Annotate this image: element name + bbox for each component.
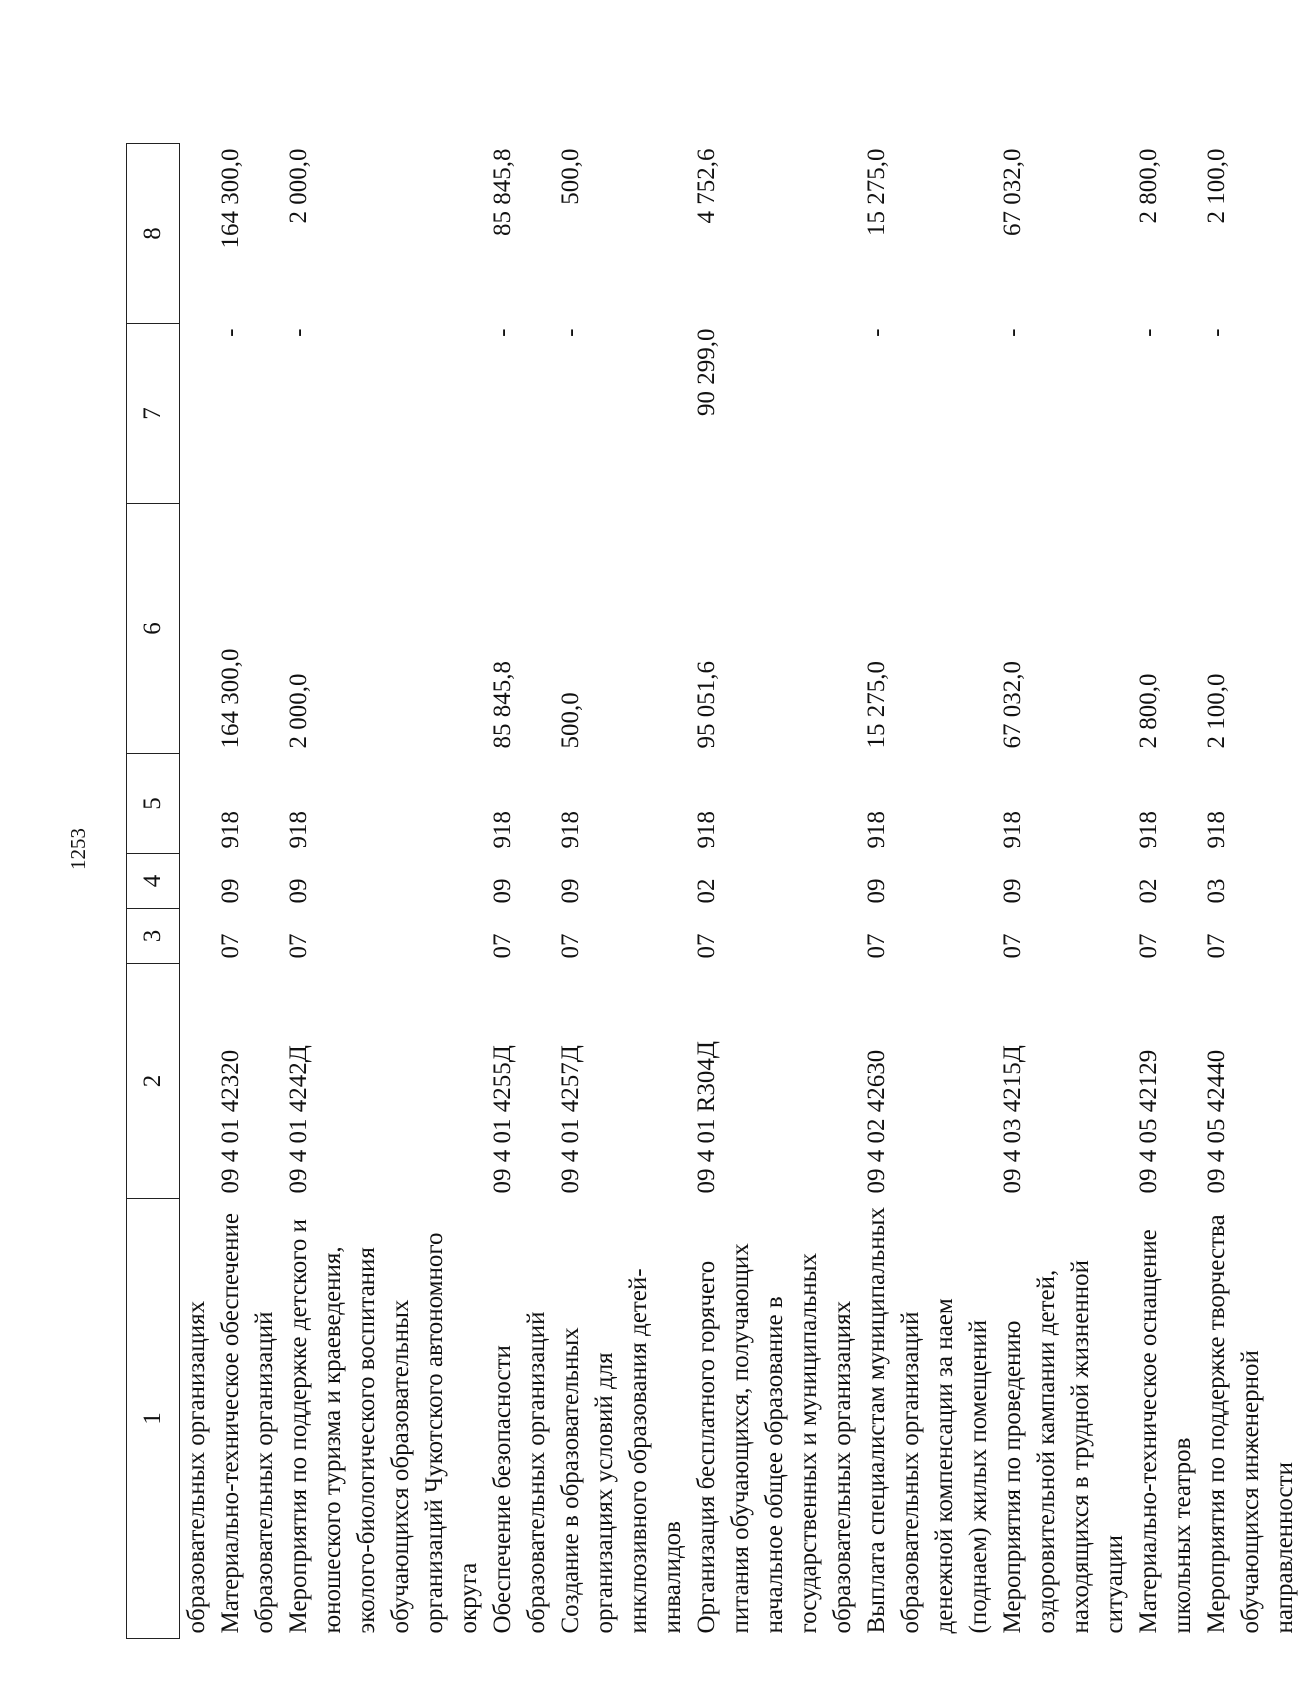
- row-regional: 164 300,0: [217, 148, 244, 249]
- row-regional: 4 752,6: [693, 148, 720, 224]
- table-row: [1200, 144, 1302, 1639]
- row-name: Выплата специалистам муниципальных образовательных организаций денежной компенсации за наем (поднаем) жилых помещений: [863, 1207, 992, 1634]
- row-federal: -: [285, 328, 312, 337]
- row-code: 09 4 05 42440: [1203, 1049, 1230, 1194]
- row-administrator: 918: [489, 811, 516, 849]
- row-subsection: [180, 854, 215, 909]
- row-federal: [180, 324, 215, 504]
- row-total: 95 051,6: [693, 661, 720, 749]
- page-number: 1253: [66, 828, 90, 870]
- row-section: [180, 909, 215, 964]
- row-subsection: 02: [693, 878, 720, 904]
- row-total: 15 275,0: [863, 661, 890, 749]
- column-header: 3: [127, 909, 180, 964]
- row-subsection: 09: [489, 878, 516, 904]
- row-federal: 90 299,0: [693, 328, 720, 416]
- row-federal: -: [557, 328, 584, 337]
- table-row: [1132, 144, 1200, 1639]
- row-federal: -: [863, 328, 890, 337]
- row-subsection: 09: [285, 878, 312, 904]
- row-name: образовательных организациях: [183, 1300, 210, 1634]
- row-code: 09 4 02 42630: [863, 1049, 890, 1194]
- row-federal: -: [1203, 328, 1230, 337]
- row-code: 09 4 03 4215Д: [999, 1045, 1026, 1194]
- row-administrator: 918: [557, 811, 584, 849]
- row-regional: 2 000,0: [285, 148, 312, 224]
- row-code: 09 4 01 4242Д: [285, 1045, 312, 1194]
- row-regional: 85 845,8: [489, 148, 516, 236]
- row-administrator: 918: [217, 811, 244, 849]
- row-name: Материально-техническое оснащение школьных театров: [1135, 1229, 1196, 1634]
- row-administrator: 918: [693, 811, 720, 849]
- row-regional: 2 100,0: [1203, 148, 1230, 224]
- row-code: 09 4 01 4257Д: [557, 1045, 584, 1194]
- table-row: [214, 144, 282, 1639]
- row-subsection: 09: [217, 878, 244, 904]
- row-subsection: 09: [557, 878, 584, 904]
- row-administrator: 918: [863, 811, 890, 849]
- row-total: 500,0: [557, 692, 584, 749]
- row-name: Создание в образовательных организациях условий для инклюзивного образования детей-инвалидов: [557, 1268, 686, 1634]
- row-administrator: 918: [1135, 811, 1162, 849]
- table-row: [554, 144, 690, 1639]
- table-row: [282, 144, 486, 1639]
- row-code: [180, 964, 215, 1199]
- row-subsection: 02: [1135, 878, 1162, 904]
- row-subsection: 09: [863, 878, 890, 904]
- row-federal: -: [1135, 328, 1162, 337]
- row-name: Обеспечение безопасности образовательных организаций: [489, 1311, 550, 1634]
- row-total: 85 845,8: [489, 661, 516, 749]
- row-regional: 2 800,0: [1135, 148, 1162, 224]
- table-row: [180, 144, 215, 1639]
- row-total: 67 032,0: [999, 661, 1026, 749]
- column-header: 4: [127, 854, 180, 909]
- row-section: 07: [489, 933, 516, 959]
- table-body: [180, 144, 1302, 1639]
- row-total: 2 800,0: [1135, 673, 1162, 749]
- row-federal: -: [217, 328, 244, 337]
- table-row: [486, 144, 554, 1639]
- row-section: 07: [1203, 933, 1230, 959]
- row-name: Мероприятия по поддержке детского и юношеского туризма и краеведения, эколого-биологического воспитания обучающихся образовательных организаций Чукотского автономного округа: [285, 1218, 482, 1634]
- row-total: [180, 504, 215, 754]
- row-regional: 500,0: [557, 148, 584, 205]
- row-section: 07: [1135, 933, 1162, 959]
- row-administrator: 918: [1203, 811, 1230, 849]
- column-header: 7: [127, 324, 180, 504]
- row-section: 07: [999, 933, 1026, 959]
- budget-table: [126, 143, 1302, 1639]
- row-name: Материально-техническое обеспечение образовательных организаций: [217, 1213, 278, 1634]
- row-administrator: [180, 754, 215, 854]
- row-administrator: 918: [999, 811, 1026, 849]
- row-section: 07: [285, 933, 312, 959]
- row-name: Организация бесплатного горячего питания обучающихся, получающих начальное общее образование в государственных и муниципальных образовательных организациях: [693, 1243, 856, 1634]
- row-section: 07: [863, 933, 890, 959]
- row-section: 07: [693, 933, 720, 959]
- row-subsection: 09: [999, 878, 1026, 904]
- row-regional: [180, 144, 215, 324]
- row-total: 2 100,0: [1203, 673, 1230, 749]
- column-header: 2: [127, 964, 180, 1199]
- table-row: [860, 144, 996, 1639]
- row-section: 07: [557, 933, 584, 959]
- column-header: 1: [127, 1199, 180, 1639]
- row-code: 09 4 01 R304Д: [693, 1041, 720, 1194]
- row-federal: -: [489, 328, 516, 337]
- row-name: Мероприятия по поддержке творчества обучающихся инженерной направленности: [1203, 1214, 1298, 1634]
- row-regional: 67 032,0: [999, 148, 1026, 236]
- row-regional: 15 275,0: [863, 148, 890, 236]
- row-code: 09 4 01 4255Д: [489, 1045, 516, 1194]
- table-header: [127, 144, 180, 1639]
- row-total: 164 300,0: [217, 648, 244, 749]
- table-row: [996, 144, 1132, 1639]
- row-code: 09 4 01 42320: [217, 1049, 244, 1194]
- row-name: Мероприятия по проведению оздоровительной кампании детей, находящихся в трудной жизненной ситуации: [999, 1259, 1128, 1634]
- column-header: 5: [127, 754, 180, 854]
- row-section: 07: [217, 933, 244, 959]
- column-header: 8: [127, 144, 180, 324]
- column-header: 6: [127, 504, 180, 754]
- row-subsection: 03: [1203, 878, 1230, 904]
- row-total: 2 000,0: [285, 673, 312, 749]
- row-administrator: 918: [285, 811, 312, 849]
- row-federal: -: [999, 328, 1026, 337]
- table-row: [690, 144, 860, 1639]
- row-code: 09 4 05 42129: [1135, 1049, 1162, 1194]
